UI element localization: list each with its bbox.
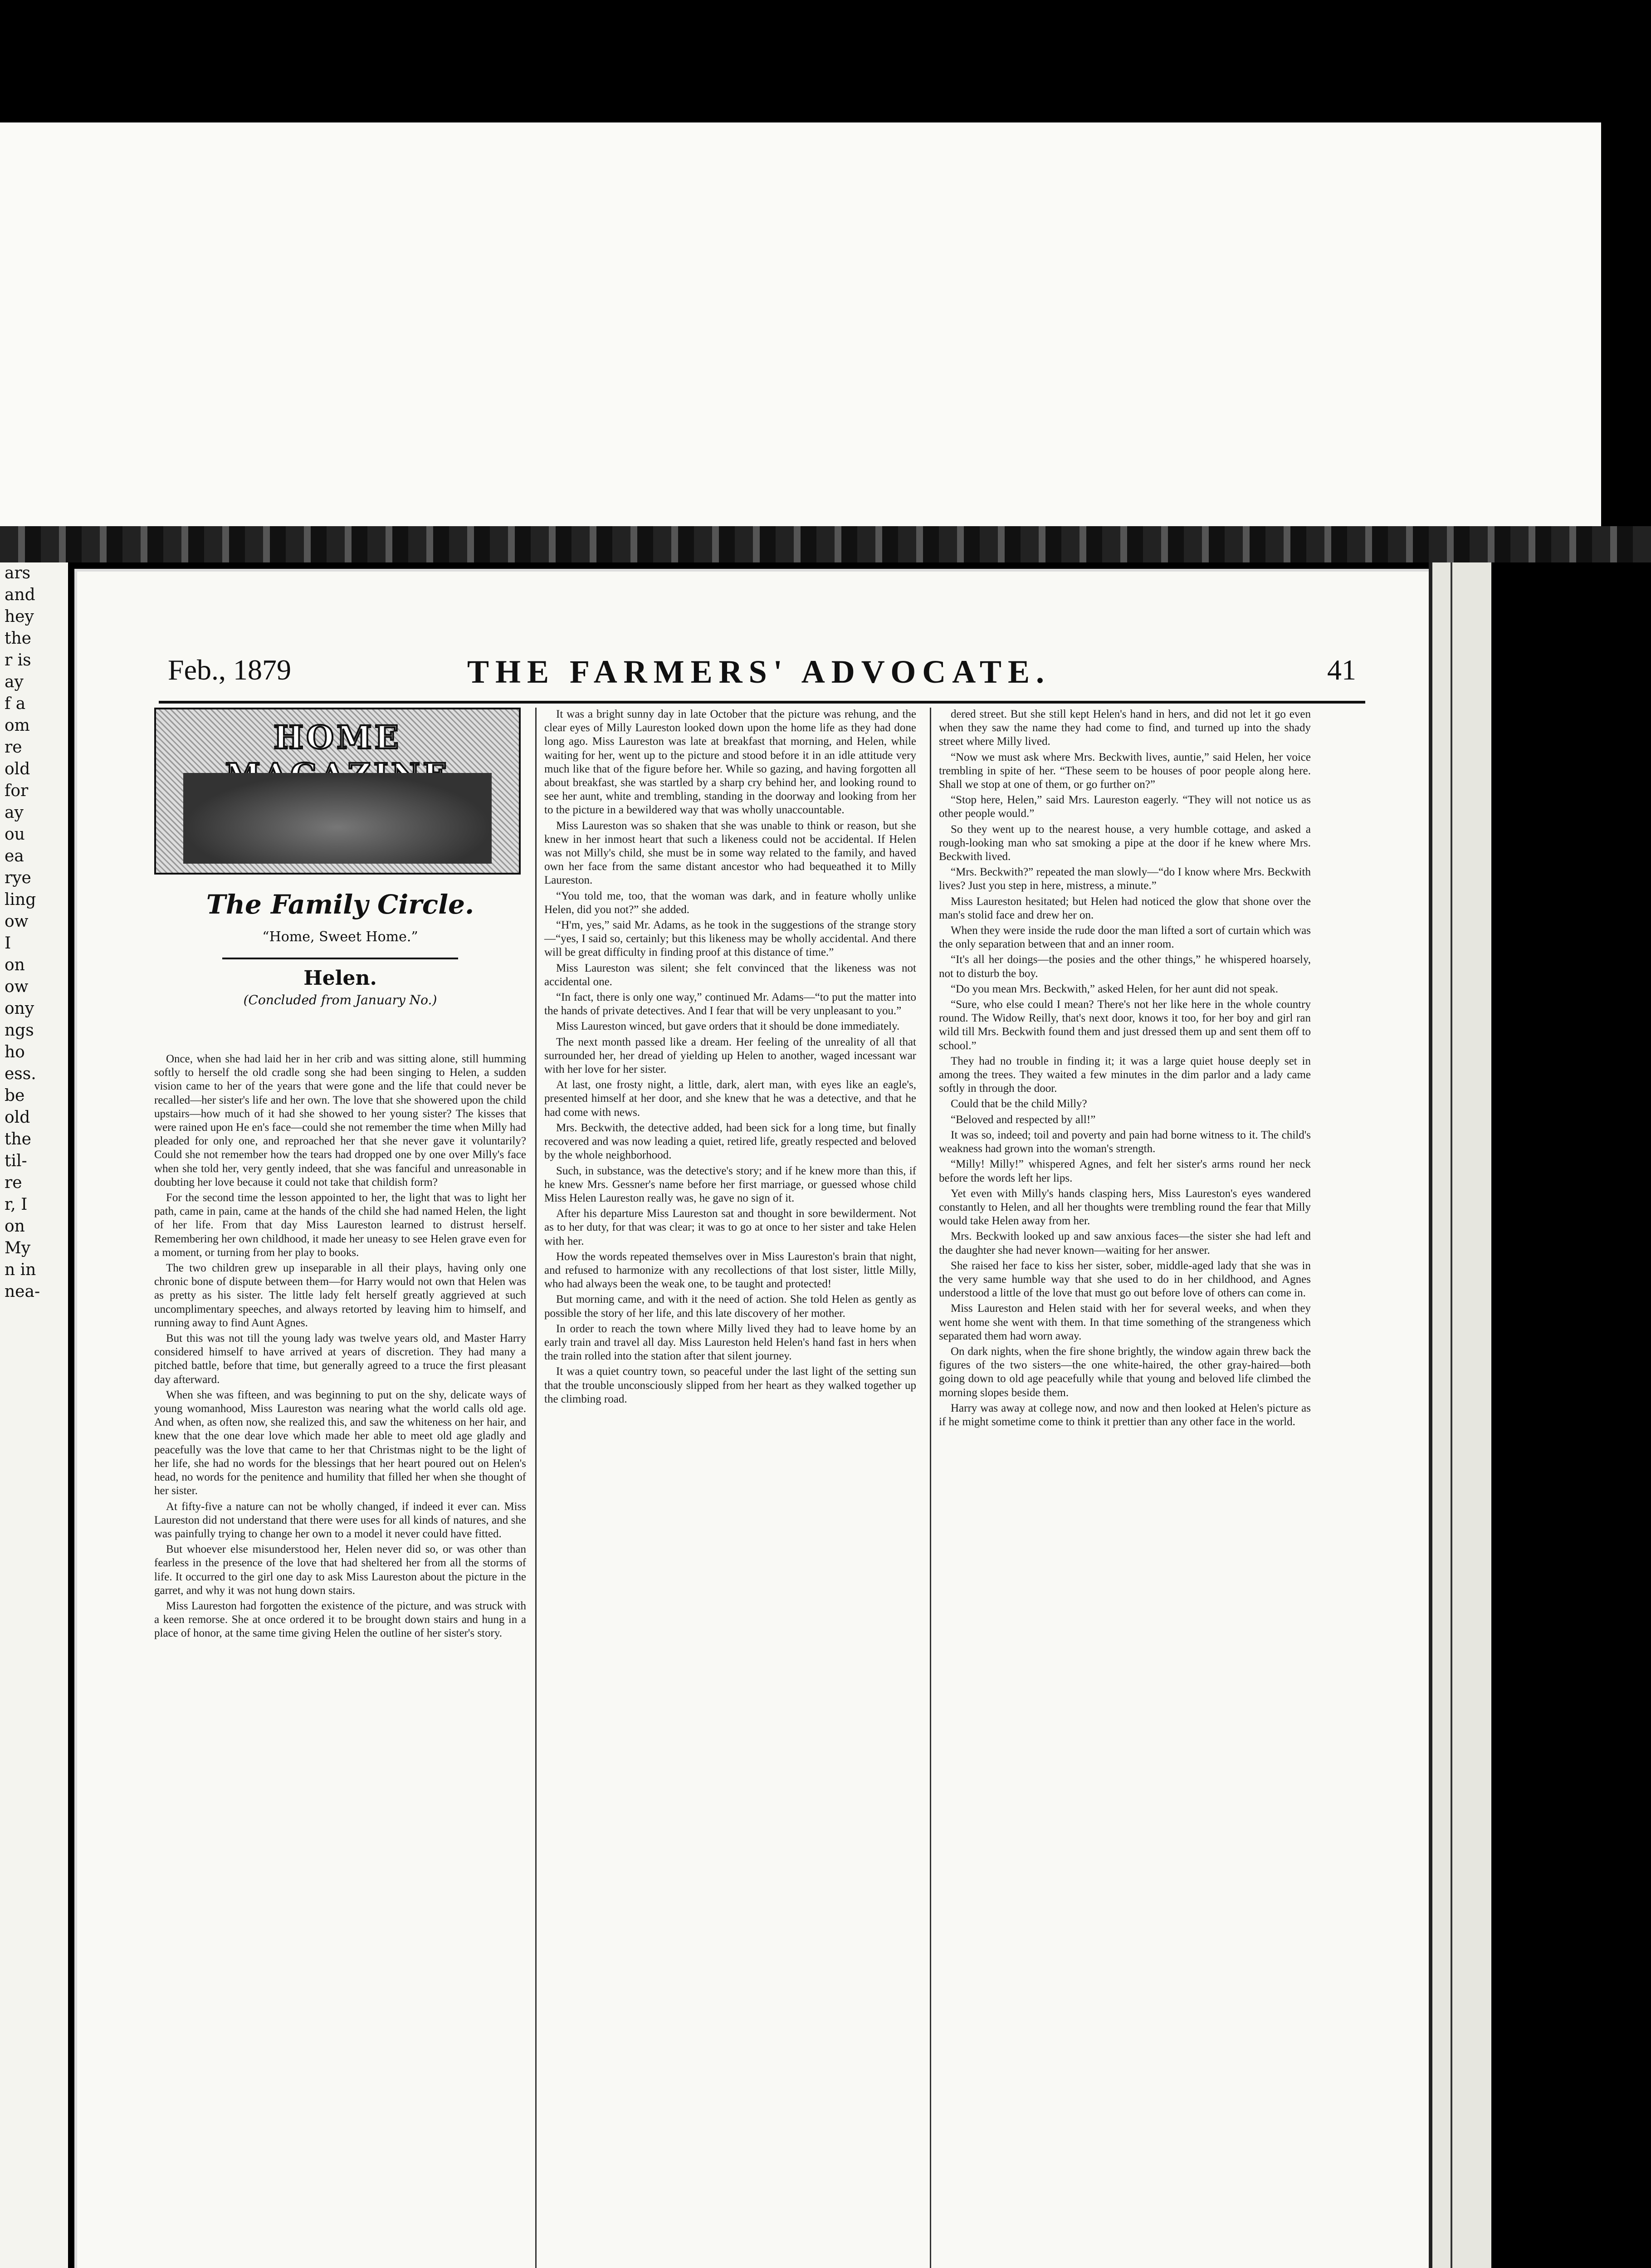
adjacent-page-fragment: re (5, 738, 22, 757)
paragraph: Yet even with Milly's hands clasping hers, Miss Laureston's eyes wandered constantly to Helen, and all her thoughts were trembling round the fear that Milly would take Helen away from her. (939, 1187, 1311, 1227)
paragraph: In order to reach the town where Milly lived they had to leave home by an early train and travel all day. Miss Laureston held Helen's hand fast in hers when the train rolled into the station after that silent journey. (544, 1322, 916, 1363)
adjacent-page-fragment: om (5, 716, 30, 735)
column-3 (939, 708, 1311, 1431)
paragraph: Mrs. Beckwith, the detective added, had been sick for a long time, but finally recovered and was now leading a quiet, retired life, greatly respected and beloved by the whole neighborhood. (544, 1121, 916, 1162)
adjacent-page-fragment: ay (5, 803, 24, 822)
adjacent-page-fragment: on (5, 1217, 25, 1236)
paragraph: But whoever else misunderstood her, Helen never did so, or was other than fearless in the presence of the love that had sheltered her from all the storms of life. It occurred to the girl one day to ask Miss Laureston about the picture in the garret, and why it was not hung down stairs. (154, 1543, 526, 1597)
paragraph: It was a bright sunny day in late October that the picture was rehung, and the clear eyes of Milly Laureston looked down upon the home life as they had done long ago. Miss Laureston was late at breakfast that morning, and Helen, while waiting for her, went up to the picture and stood before it in an idle attitude very much like that of the figure before her. While so gazing, and having forgotten all about breakfast, she was startled by a sharp cry behind her, and looking round to see her aunt, white and trembling, standing in the doorway and looking from her to the picture in a bewildered way that was wholly unaccountable. (544, 708, 916, 816)
adjacent-page-fragment: f a (5, 694, 26, 713)
paragraph: “Do you mean Mrs. Beckwith,” asked Helen, for her aunt did not speak. (951, 982, 1279, 995)
paragraph: Mrs. Beckwith looked up and saw anxious faces—the sister she had left and the daughter she had never known—waiting for her answer. (939, 1230, 1311, 1256)
engraving-illustration (183, 773, 492, 864)
page-binding-edge (1429, 562, 1491, 2268)
paragraph: At last, one frosty night, a little, dark, alert man, with eyes like an eagle's, presented himself at her door, and she knew that he was a detective, and that he had come with news. (544, 1079, 916, 1119)
paragraph: “Beloved and respected by all!” (951, 1113, 1096, 1126)
paragraph: “You told me, too, that the woman was dark, and in feature wholly unlike Helen, did you not?” she added. (544, 890, 916, 916)
adjacent-page-fragment: the (5, 629, 31, 648)
newspaper-page (77, 572, 1429, 2268)
adjacent-page-fragment: til- (5, 1152, 27, 1170)
adjacent-page-fragment: I (5, 934, 11, 953)
paragraph: It was so, indeed; toil and poverty and pain had borne witness to it. The child's weakness had grown into the woman's strength. (939, 1129, 1311, 1155)
paragraph: At fifty-five a nature can not be wholly changed, if indeed it ever can. Miss Laureston did not understand that there were uses for all kinds of natures, and she was painfully trying to change her own to a model it never could have fitted. (154, 1500, 526, 1540)
adjacent-page-fragment: ea (5, 847, 24, 865)
paragraph: After his departure Miss Laureston sat and thought in sore bewilderment. Not as to her duty, for that was clear; it was to go at once to her sister and take Helen with her. (544, 1207, 916, 1247)
adjacent-page-fragment: rye (5, 869, 31, 887)
section-motto: “Home, Sweet Home.” (262, 929, 418, 945)
header-rule (159, 701, 1365, 704)
paragraph: “Now we must ask where Mrs. Beckwith lives, auntie,” said Helen, her voice trembling in spite of her. “These seem to be houses of poor people along here. Shall we stop at one of them, or go further on?” (939, 751, 1311, 791)
adjacent-page-fragment: old (5, 760, 30, 778)
issue-date: Feb., 1879 (168, 654, 291, 686)
adjacent-page-fragment: ngs (5, 1021, 34, 1040)
adjacent-page-fragment: ess. (5, 1065, 36, 1083)
section-heading (154, 889, 526, 1013)
section-divider (222, 958, 458, 959)
paragraph: “Sure, who else could I mean? There's not her like here in the whole country round. The Widow Reilly, that's next door, knows it too, for her boy and girl ran wild till Mrs. Beckwith found them and just dressed them up and sent them off to school.” (939, 998, 1311, 1052)
paragraph: Miss Laureston was so shaken that she was unable to think or reason, but she knew in her inmost heart that such a likeness could not be accidental. If Helen was not Milly's child, she must be in some way related to the family, and haved own her face from the same distant ancestor who had bequeathed it to Milly Laureston. (544, 819, 916, 887)
paragraph: When they were inside the rude door the man lifted a sort of curtain which was the only separation between that and an inner room. (939, 924, 1311, 951)
paragraph: For the second time the lesson appointed to her, the light that was to light her path, came in pain, came at the hands of the child she had named Helen, the light of her life. From that day Miss Laureston learned to distrust herself. Remembering her own childhood, it made her uneasy to see Helen grave even for a moment, or turning from her play to books. (154, 1192, 526, 1259)
adjacent-page-fragment: ars (5, 564, 31, 582)
adjacent-page-fragment: ling (5, 890, 36, 909)
paragraph: Such, in substance, was the detective's story; and if he knew more than this, if he knew Mrs. Gessner's name before her first marriage, or guessed whose child Miss Helen Laureston really was, he gave no sign of it. (544, 1164, 916, 1204)
adjacent-page-fragment: hey (5, 607, 34, 626)
torn-page-edge (0, 526, 1651, 562)
paragraph: When she was fifteen, and was beginning to put on the shy, delicate ways of young womanhood, Miss Laureston was nearing what the world calls old age. And when, as often now, she realized this, and saw the whiteness on her hair, and knew that the one dear love which made her able to meet old age gladly and peacefully was the love that came to her that Christmas night to be the light of her life, she had no words for the blessings that her heart poured out on Helen's head, no words for the penitence and humility that filled her when she thought of her sister. (154, 1388, 526, 1497)
adjacent-page-fragment: be (5, 1086, 25, 1105)
paragraph: So they went up to the nearest house, a very humble cottage, and asked a rough-looking man who sat smoking a pipe at the door if he knew where Mrs. Beckwith lived. (939, 823, 1311, 863)
adjacent-page-fragment: for (5, 782, 29, 800)
paragraph: On dark nights, when the fire shone brightly, the window again threw back the figures of the two sisters—the one white-haired, the other gray-haired—both going down to old age peacefully while that young and beloved life climbed the morning slopes beside them. (939, 1345, 1311, 1399)
paragraph: The next month passed like a dream. Her feeling of the unreality of all that surrounded her, her dread of yielding up Helen to another, waged incessant war with her love for her sister. (544, 1036, 916, 1076)
adjacent-page-fragment: n in (5, 1261, 36, 1279)
paragraph: Miss Laureston hesitated; but Helen had noticed the glow that shone over the man's stolid face and drew her on. (939, 895, 1311, 921)
paragraph: Miss Laureston and Helen staid with her for several weeks, and when they went home she went with them. In that time something of the strangeness which separated them had worn away. (939, 1302, 1311, 1342)
column-rule-1 (535, 708, 537, 2268)
banner-title: HOME (274, 719, 401, 756)
paragraph: Miss Laureston winced, but gave orders that it should be done immediately. (556, 1020, 900, 1033)
adjacent-page-fragment: ow (5, 912, 29, 931)
adjacent-page-fragment: ay (5, 673, 24, 691)
adjacent-page-strip (0, 562, 68, 2268)
paragraph: But morning came, and with it the need of action. She told Helen as gently as possible the story of her life, and this late discovery of her mother. (544, 1293, 916, 1320)
section-title: The Family Circle. (206, 889, 474, 920)
adjacent-page-fragment: the (5, 1130, 31, 1149)
home-magazine-banner (154, 708, 521, 875)
adjacent-page-fragment: and (5, 586, 35, 604)
paragraph: “Stop here, Helen,” said Mrs. Laureston eagerly. “They will not notice us as other people would.” (939, 794, 1311, 820)
adjacent-page-fragment: on (5, 956, 25, 974)
adjacent-page-fragment: ow (5, 978, 29, 996)
column-1 (154, 1052, 526, 1642)
underlying-page (0, 122, 1601, 558)
paragraph: She raised her face to kiss her sister, sober, middle-aged lady that she was in the very same humble way that she used to do in her childhood, and Agnes understood a little of the love that must go out before love of others can come in. (939, 1259, 1311, 1300)
story-title: Helen. (303, 967, 377, 990)
paragraph: “It's all her doings—the posies and the other things,” he whispered hoarsely, not to disturb the boy. (939, 953, 1311, 980)
paragraph: Could that be the child Milly? (951, 1098, 1087, 1110)
adjacent-page-fragment: r, I (5, 1195, 28, 1214)
adjacent-page-fragment: ony (5, 999, 34, 1018)
adjacent-page-fragment: re (5, 1173, 22, 1192)
paragraph: Miss Laureston had forgotten the existence of the picture, and was struck with a keen remorse. She at once ordered it to be brought down stairs and hung in a place of honor, at the same time giving Helen the outline of her sister's story. (154, 1599, 526, 1640)
page-header (168, 653, 1356, 694)
paragraph: “Mrs. Beckwith?” repeated the man slowly—“do I know where Mrs. Beckwith lives? Just you step in here, mistress, a minute.” (939, 866, 1311, 892)
paragraph: Miss Laureston was silent; she felt convinced that the likeness was not accidental one. (544, 962, 916, 988)
adjacent-page-fragment: ou (5, 825, 25, 844)
story-subtitle: (Concluded from January No.) (243, 992, 437, 1007)
adjacent-page-fragment: My (5, 1239, 31, 1257)
paragraph: They had no trouble in finding it; it was a large quiet house deeply set in among the trees. They waited a few minutes in the dim parlor and a lady came softly in through the door. (939, 1055, 1311, 1095)
paragraph: “In fact, there is only one way,” continued Mr. Adams—“to put the matter into the hands of private detectives. And I fear that will be very unpleasant to you.” (544, 991, 916, 1017)
adjacent-page-fragment: r is (5, 651, 31, 670)
column-2 (544, 708, 916, 1408)
paragraph: It was a quiet country town, so peaceful under the last light of the setting sun that the trouble unconsciously slipped from her heart as they walked together up the climbing road. (544, 1365, 916, 1405)
paragraph: “H'm, yes,” said Mr. Adams, as he took in the suggestions of the strange story—“yes, I said so, certainly; but this likeness may be wholly accidental. And there will be great difficulty in finding proof at this distance of time.” (544, 919, 916, 959)
column-rule-2 (930, 708, 931, 2268)
adjacent-page-fragment: old (5, 1108, 30, 1127)
paragraph: Once, when she had laid her in her crib and was sitting alone, still humming softly to herself the old cradle song she had been singing to Helen, a sudden vision came to her of the years that were gone and the life that could never be recalled—her sister's life and her own. The love that she showered upon the child upstairs—how much of it had she showed to her young sister? The kisses that were rained upon He en's face—could she not remember the time when Milly had pleaded for only one, and reproached her that she never gave it voluntarily? Could she not remember how the tears had dropped one by one over Milly's face when she told her, very gently indeed, that she was fanciful and unreasonable in doubting her love because it could not take that childish form? (154, 1053, 526, 1188)
adjacent-page-fragment: nea- (5, 1282, 40, 1301)
paragraph: The two children grew up inseparable in all their plays, having only one chronic bone of dispute between them—for Harry would not own that Helen was as pretty as his sister. The little lady felt herself greatly aggrieved at such uncomplimentary speeches, and always retorted by leaving him to himself, and running away to find Aunt Agnes. (154, 1262, 526, 1329)
page-number: 41 (1327, 654, 1356, 686)
paragraph: How the words repeated themselves over in Miss Laureston's brain that night, and refused to harmonize with any recollections of that lost sister, little Milly, who had always been the weak one, to be taught and protected! (544, 1250, 916, 1290)
masthead-title: THE FARMERS' ADVOCATE. (467, 654, 1050, 690)
adjacent-page-fragment: ho (5, 1043, 25, 1061)
paragraph: But this was not till the young lady was twelve years old, and Master Harry considered himself to have arrived at years of discretion. They had many a pitched battle, before that time, but generally agreed to a truce the first pleasant day afterward. (154, 1332, 526, 1386)
paragraph: Harry was away at college now, and now and then looked at Helen's picture as if he might sometime come to think it prettier than any other face in the world. (939, 1402, 1311, 1428)
paragraph: dered street. But she still kept Helen's hand in hers, and did not let it go even when they saw the name they had come to find, and turned up into the shady street where Milly lived. (939, 708, 1311, 748)
paragraph: “Milly! Milly!” whispered Agnes, and felt her sister's arms round her neck before the words left her lips. (939, 1158, 1311, 1184)
